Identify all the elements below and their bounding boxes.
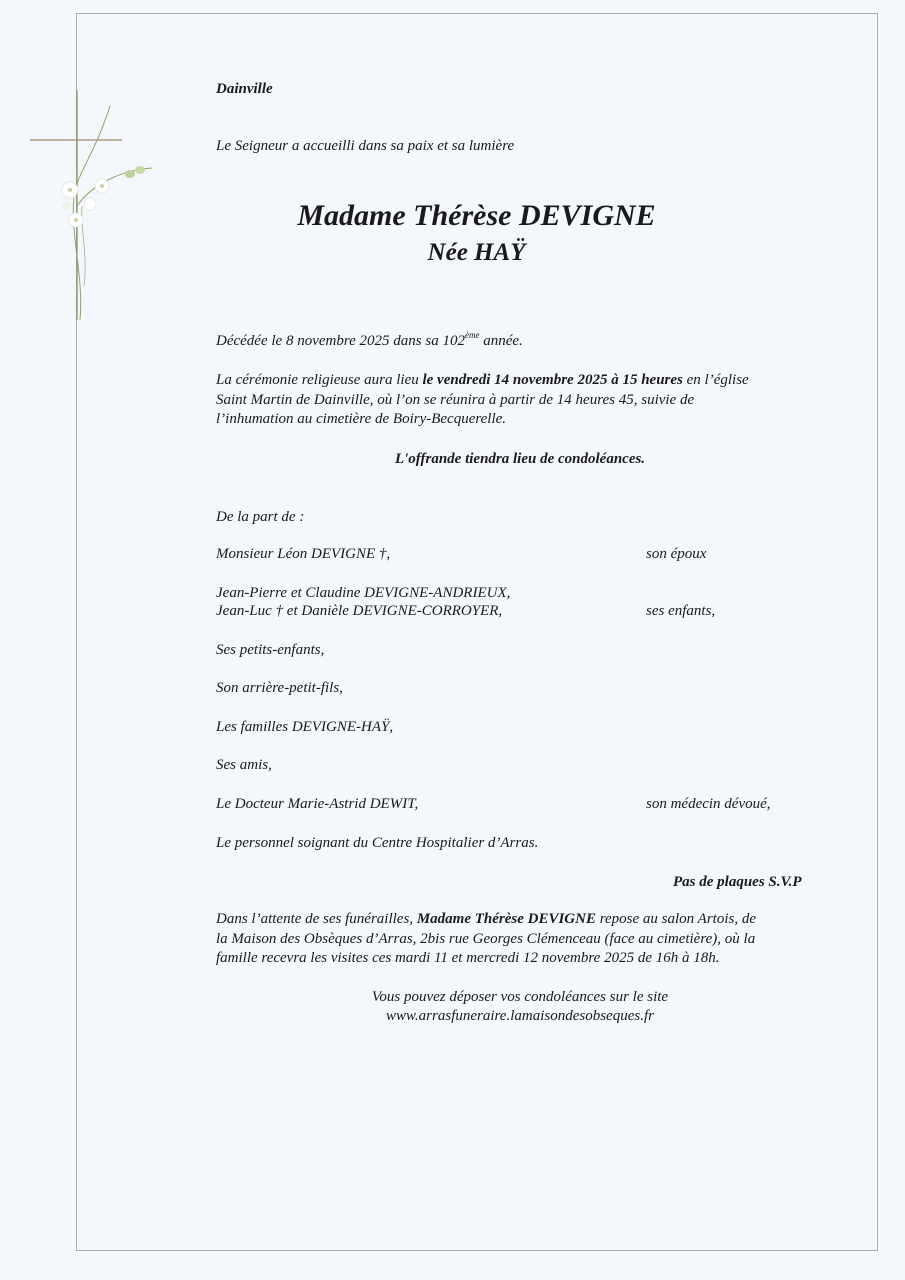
family-relation: son époux (646, 546, 707, 562)
condolences-text: Vous pouvez déposer vos condoléances sur le site (371, 989, 669, 1005)
intro-text: Le Seigneur a accueilli dans sa paix et sa lumière (216, 138, 515, 154)
cross-flower-icon (22, 86, 162, 326)
offering-note: L'offrande tiendra lieu de condoléances. (394, 451, 646, 467)
ceremony-line-2: Saint Martin de Dainville, où l’on se réunira à partir de 14 heures 45, suivie de (216, 392, 695, 408)
family-relation: son médecin dévoué, (646, 796, 771, 812)
no-plaques-note: Pas de plaques S.V.P (673, 874, 802, 890)
ceremony-line-1: La cérémonie religieuse aura lieu le vendredi 14 novembre 2025 à 15 heures en l’église (216, 372, 749, 388)
visit-line-3: famille recevra les visites ces mardi 11 et mercredi 12 novembre 2025 de 16h à 18h. (216, 950, 720, 966)
family-name: Les familles DEVIGNE-HAŸ, (216, 719, 394, 735)
deceased-name: Madame Thérèse DEVIGNE (297, 199, 656, 232)
family-name: Son arrière-petit-fils, (216, 680, 343, 696)
from-label: De la part de : (216, 509, 305, 525)
condolences-url[interactable]: www.arrasfuneraire.lamaisondesobseques.fr (386, 1008, 654, 1024)
ceremony-line-3: l’inhumation au cimetière de Boiry-Becquerelle. (216, 411, 507, 427)
visit-line-1: Dans l’attente de ses funérailles, Madame Thérèse DEVIGNE repose au salon Artois, de (216, 911, 756, 927)
visit-line-2: la Maison des Obsèques d’Arras, 2bis rue Georges Clémenceau (face au cimetière), où la (216, 931, 756, 947)
family-name: Ses petits-enfants, (216, 642, 325, 658)
family-name: Le Docteur Marie-Astrid DEWIT, (216, 796, 419, 812)
location: Dainville (216, 81, 273, 97)
family-name: Le personnel soignant du Centre Hospitalier d’Arras. (216, 835, 539, 851)
death-notice: Décédée le 8 novembre 2025 dans sa 102ème année. (216, 330, 523, 349)
family-name: Jean-Pierre et Claudine DEVIGNE-ANDRIEUX, (216, 585, 511, 601)
family-name: Monsieur Léon DEVIGNE †, (216, 546, 391, 562)
maiden-name: Née HAŸ (427, 239, 526, 266)
family-relation: ses enfants, (646, 603, 716, 619)
family-name: Ses amis, (216, 757, 272, 773)
family-name: Jean-Luc † et Danièle DEVIGNE-CORROYER, (216, 603, 503, 619)
